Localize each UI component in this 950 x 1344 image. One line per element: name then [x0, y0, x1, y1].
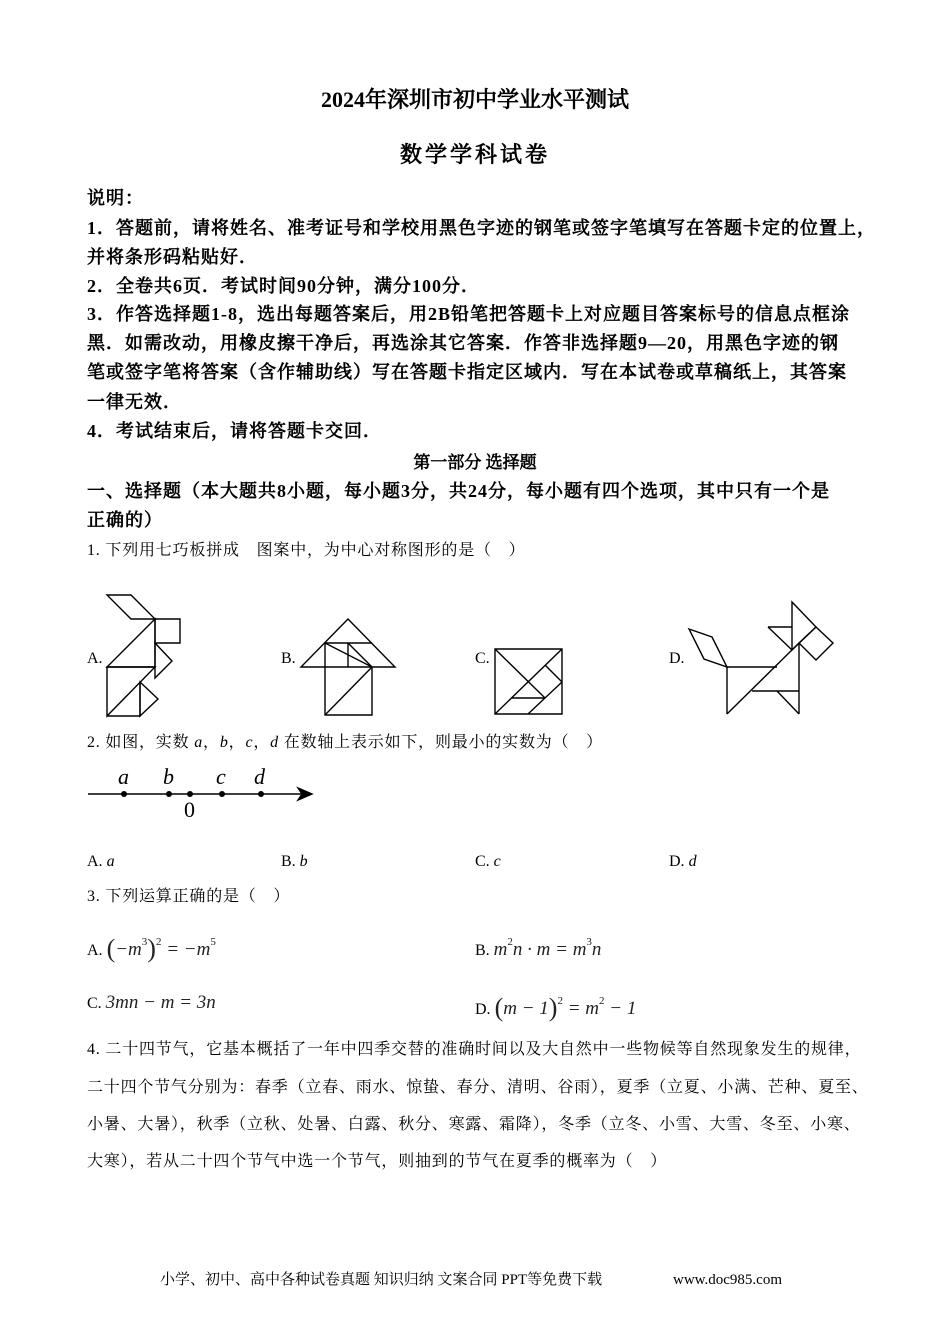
q1-option-d: D. [669, 650, 685, 667]
term: n [591, 939, 602, 960]
formula [494, 993, 637, 1022]
point-d [258, 791, 264, 797]
option-label: C. [475, 853, 494, 870]
option-label: B. [475, 942, 490, 959]
var-a: a [194, 734, 204, 751]
question-4-line: 4. 二十四节气，它基本概括了一年中四季交替的准确时间以及大自然中一些物候等自然现象发生的规律， [87, 1041, 862, 1058]
question-4-line: 小暑、大暑），秋季（立秋、处暑、白露、秋分、寒露、霜降），冬季（立冬、小雪、大雪、冬至、小寒、 [87, 1116, 861, 1133]
formula [493, 936, 602, 960]
option-value: a [106, 853, 115, 870]
term: n · m = m [512, 939, 587, 960]
stem-text: ， [228, 734, 246, 751]
tangram-figure-a [107, 595, 180, 716]
var-d: d [270, 734, 279, 751]
q3-option-b [475, 927, 601, 965]
paren: ( [106, 934, 116, 963]
term: m − 1 [503, 998, 549, 1019]
stem-text: ， [253, 734, 271, 751]
q2-option-c [475, 850, 501, 874]
option-label: D. [669, 853, 689, 870]
point-a [121, 791, 127, 797]
instruction-line: 并将条形码粘贴好． [87, 247, 258, 267]
q3-option-c [87, 988, 216, 1018]
term: m [493, 939, 508, 960]
instruction-line: 笔或签字笔将答案（含作辅助线）写在答题卡指定区域内．写在本试卷或草稿纸上，其答案 [87, 362, 847, 382]
q1-option-a: A. [87, 650, 103, 667]
q3-option-d [475, 986, 636, 1024]
number-line-label-zero: 0 [184, 797, 195, 822]
option-value: c [493, 853, 501, 870]
paren: ( [494, 993, 504, 1022]
number-line-label-d: d [254, 764, 265, 789]
formula [106, 992, 216, 1013]
exponent: 2 [557, 995, 563, 1007]
q1-option-b: B. [281, 650, 296, 667]
number-line-label-a: a [118, 764, 129, 789]
exam-title: 2024年深圳市初中学业水平测试 [320, 87, 629, 112]
term: = −m [161, 939, 211, 960]
option-label: A. [87, 853, 107, 870]
footer-url[interactable]: www.doc985.com [673, 1272, 783, 1288]
q1-option-c: C. [475, 650, 490, 667]
instructions-heading: 说明： [87, 188, 144, 208]
instruction-line: 3．作答选择题1-8，选出每题答案后，用2B铅笔把答题卡上对应题目答案标号的信息点框涂 [87, 304, 850, 324]
option-label: D. [475, 1001, 491, 1018]
exam-subtitle: 数学学科试卷 [399, 142, 550, 167]
term: = m [562, 998, 599, 1019]
instruction-line: 4．考试结束后，请将答题卡交回． [87, 421, 382, 441]
tangram-figure-c [495, 649, 562, 714]
q3-option-a [87, 927, 216, 965]
stem-text: 在数轴上表示如下，则最小的实数为（ ） [278, 734, 603, 751]
exponent: 2 [599, 995, 605, 1007]
stem-text: 2. 如图，实数 [87, 734, 195, 751]
section-heading-cont: 正确的） [87, 510, 163, 530]
exponent: 2 [507, 936, 513, 948]
term: −m [115, 939, 142, 960]
paren: ) [147, 934, 156, 963]
exponent: 3 [586, 936, 592, 948]
q2-option-b [281, 850, 308, 874]
number-line-label-b: b [163, 764, 174, 789]
question-3-stem: 3. 下列运算正确的是（ ） [87, 888, 291, 905]
instruction-line: 2．全卷共6页．考试时间90分钟，满分100分． [87, 276, 480, 296]
number-line-label-c: c [216, 764, 226, 789]
option-label: B. [281, 853, 300, 870]
q2-option-a [87, 850, 115, 874]
formula [106, 934, 216, 963]
option-label: C. [87, 995, 102, 1012]
exponent: 5 [210, 936, 216, 948]
question-1-stem: 1. 下列用七巧板拼成 图案中，为中心对称图形的是（ ） [87, 542, 526, 559]
stem-text: ， [203, 734, 220, 751]
instruction-line: 黑．如需改动，用橡皮擦干净后，再选涂其它答案．作答非选择题9—20，用黑色字迹的钢 [87, 333, 839, 353]
instruction-line: 一律无效． [87, 392, 182, 412]
footer-text: 小学、初中、高中各种试卷真题 知识归纳 文案合同 PPT等免费下载 [160, 1272, 603, 1288]
paren: ) [548, 993, 558, 1022]
exponent: 3 [141, 936, 148, 948]
question-4-line: 大寒），若从二十四个节气中选一个节气，则抽到的节气在夏季的概率为（ ） [87, 1153, 668, 1170]
term: 3mn − m = 3n [105, 992, 216, 1013]
option-value: b [299, 853, 308, 870]
exponent: 2 [155, 936, 162, 948]
point-b [166, 791, 172, 797]
question-4-line: 二十四个节气分别为：春季（立春、雨水、惊蛰、春分、清明、谷雨），夏季（立夏、小满、芒种、夏至、 [87, 1079, 869, 1096]
option-value: d [688, 853, 697, 870]
tangram-figure-b [301, 619, 395, 715]
instruction-line: 1．答题前，请将姓名、准考证号和学校用黑色字迹的钢笔或签字笔填写在答题卡定的位置上， [87, 218, 876, 238]
point-c [219, 791, 225, 797]
q2-option-d [669, 850, 697, 874]
part-heading: 第一部分 选择题 [413, 453, 537, 472]
var-c: c [245, 734, 254, 751]
term: − 1 [604, 998, 637, 1019]
question-2-stem [87, 729, 603, 757]
tangram-figure-d [689, 602, 833, 714]
option-label: A. [87, 942, 103, 959]
section-heading: 一、选择题（本大题共8小题，每小题3分，共24分，每小题有四个选项，其中只有一个是 [87, 481, 830, 501]
var-b: b [219, 734, 229, 751]
